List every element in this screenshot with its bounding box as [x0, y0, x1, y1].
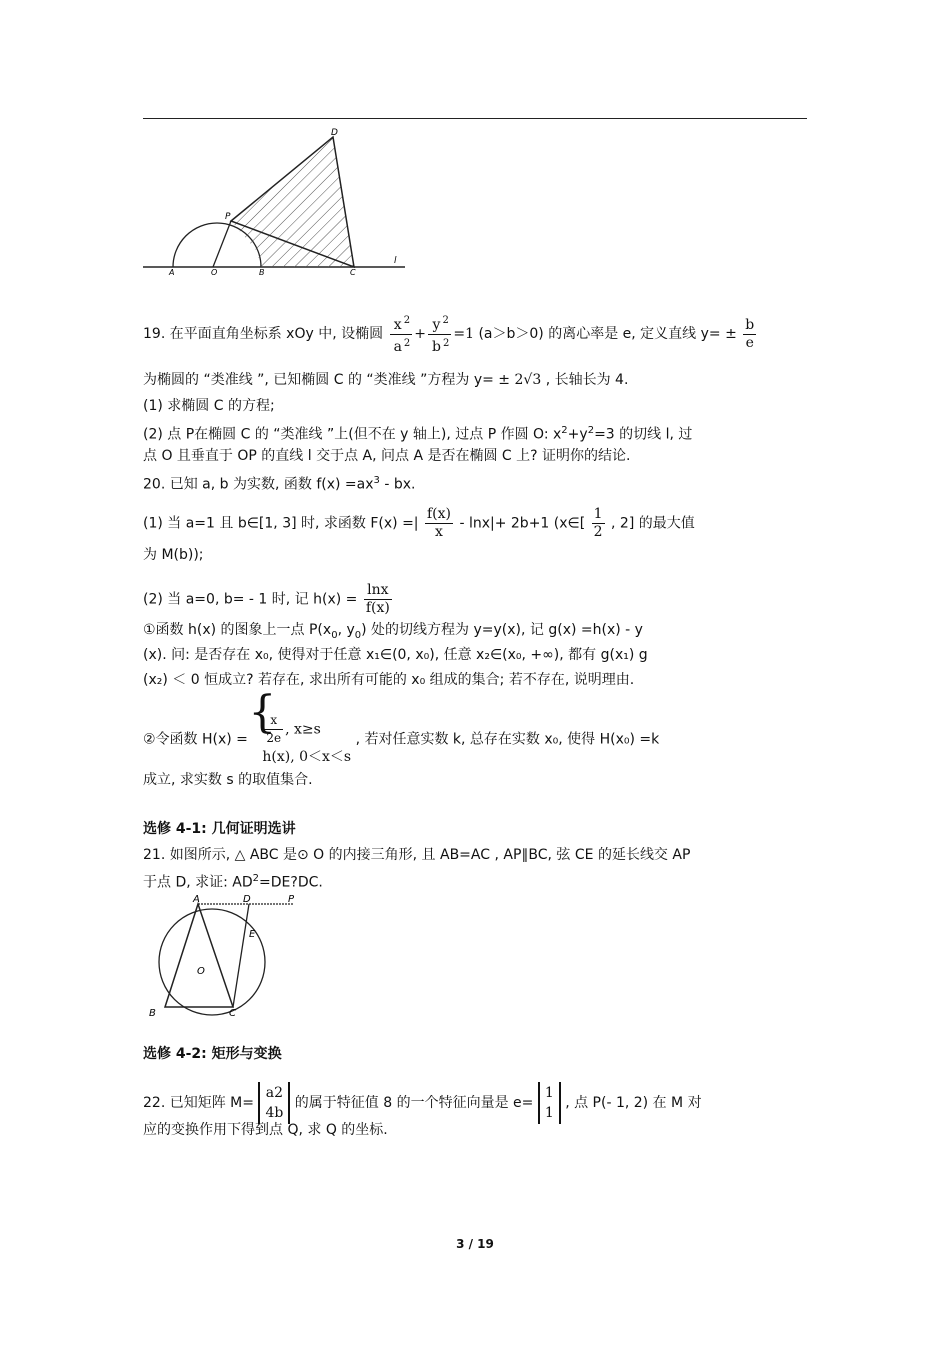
- q19-part2-cont: 点 O 且垂直于 OP 的直线 l 交于点 A, 问点 A 是否在椭圆 C 上? 证明你的结论.: [143, 448, 631, 464]
- q22-line2: 应的变换作用下得到点 Q, 求 Q 的坐标.: [143, 1122, 388, 1138]
- label-D: D: [331, 128, 338, 138]
- q20-line1: 20. 已知 a, b 为实数, 函数 $f(x) =ax^3$ - bx.: [143, 475, 416, 493]
- q19-line2: 为椭圆的 “类准线 ”, 已知椭圆 C 的 “类准线 ”方程为 y= ± 2√3 , 长轴长为 4.: [143, 372, 629, 388]
- label-B: B: [259, 268, 265, 277]
- q19-text-a: 19. 在平面直角坐标系 xOy 中, 设椭圆: [143, 326, 384, 343]
- q20-c2-line2: 成立, 求实数 s 的取值集合.: [143, 772, 313, 788]
- label-D: D: [243, 894, 251, 905]
- label-C: C: [350, 268, 356, 277]
- section-4-1-title: 选修 4-1: 几何证明选讲: [143, 821, 296, 837]
- figure-circle-triangle: [143, 892, 308, 1017]
- label-P: P: [225, 212, 231, 222]
- q19-text-b: (a＞b＞0) 的离心率是 e, 定义直线 y= ±: [478, 326, 737, 343]
- q20-c1-line3: (x₂) ＜ 0 恒成立? 若存在, 求出所有可能的 x₀ 组成的集合; 若不存在, 说明理由.: [143, 672, 635, 688]
- fraction-fx-x: $\frac{f(x)}{x}$: [426, 506, 451, 540]
- fraction-b-e: $\frac{b}{e}$: [745, 316, 755, 351]
- q22-line1: 22. 已知矩阵 M= a2 4b 的属于特征值 8 的一个特征向量是 e= 1 1 , 点 P(- 1, 2) 在 M 对: [143, 1082, 702, 1124]
- figure-semicircle-triangle: [143, 124, 413, 279]
- q20-c1-line1: ①函数 h(x) 的图象上一点 $P(x_0$, $y_0$) 处的切线方程为 y=y(x), 记 g(x) =h(x) - y: [143, 622, 643, 641]
- fraction-y2-b2: $\frac{y ^2}{b ^2}$: [428, 312, 451, 356]
- page-number: 3 / 19: [456, 1237, 494, 1251]
- q20-part2: (2) 当 a=0, b= - 1 时, 记 h(x) = $\frac{\ln x}{f(x)}$: [143, 582, 390, 616]
- label-O: O: [197, 966, 205, 977]
- label-A: A: [169, 268, 175, 277]
- q19-part1: (1) 求椭圆 C 的方程;: [143, 398, 275, 414]
- vector-e: 1 1: [538, 1082, 561, 1124]
- header-rule: [143, 118, 807, 119]
- label-C: C: [229, 1008, 236, 1017]
- fraction-x2-a2: $\frac{x ^2}{a ^2}$: [390, 312, 413, 356]
- matrix-M: a2 4b: [258, 1082, 290, 1124]
- label-E: E: [249, 929, 256, 940]
- q20-part1: (1) 当 a=1 且 b∈[1, 3] 时, 求函数 F(x) =| $\frac{f(x)}{x}$ - lnx|+ 2b+1 (x∈[ $\frac{1}{2}$ , 2] 的最大值: [143, 506, 695, 540]
- piecewise-function: { $\frac{x}{2e}$ , x≥s h(x), 0＜x＜s: [252, 712, 351, 767]
- q20-c1-line2: (x). 问: 是否存在 x₀, 使得对于任意 x₁∈(0, x₀), 任意 x₂∈(x₀, +∞), 都有 g(x₁) g: [143, 647, 648, 663]
- label-P: P: [288, 894, 295, 905]
- sqrt-expression: 2√3: [514, 372, 542, 388]
- label-B: B: [149, 1008, 156, 1017]
- q21-line1: 21. 如图所示, △ ABC 是⊙ O 的内接三角形, 且 AB=AC , AP∥BC, 弦 CE 的延长线交 AP: [143, 847, 691, 863]
- fraction-lnx-fx: $\frac{\ln x}{f(x)}$: [365, 582, 390, 616]
- q21-line2: 于点 D, 求证: $AD^2=DE?DC$.: [143, 873, 323, 891]
- label-l: l: [394, 256, 397, 266]
- q19-line1: 19. 在平面直角坐标系 xOy 中, 设椭圆 $\frac{x ^2}{a ^2}$ + $\frac{y ^2}{b ^2}$ =1 (a＞b＞0) 的离心率是 e, 定义直线 y= ± $\frac{b}{e}$: [143, 312, 758, 356]
- q20-c2-line1: ②令函数 H(x) = { $\frac{x}{2e}$ , x≥s h(x), 0＜x＜s , 若对任意实数 k, 总存在实数 x₀, 使得 H(x₀) =k: [143, 712, 659, 767]
- label-O: O: [211, 268, 218, 277]
- q20-part1-cont: 为 M(b));: [143, 547, 204, 563]
- label-A: A: [193, 894, 200, 905]
- fraction-one-half: $\frac{1}{2}$: [593, 506, 603, 540]
- section-4-2-title: 选修 4-2: 矩形与变换: [143, 1046, 282, 1062]
- q19-part2: (2) 点 P在椭圆 C 的 “类准线 ”上(但不在 y 轴上), 过点 P 作圆 O: $x^2+y^2=3$ 的切线 l, 过: [143, 425, 693, 443]
